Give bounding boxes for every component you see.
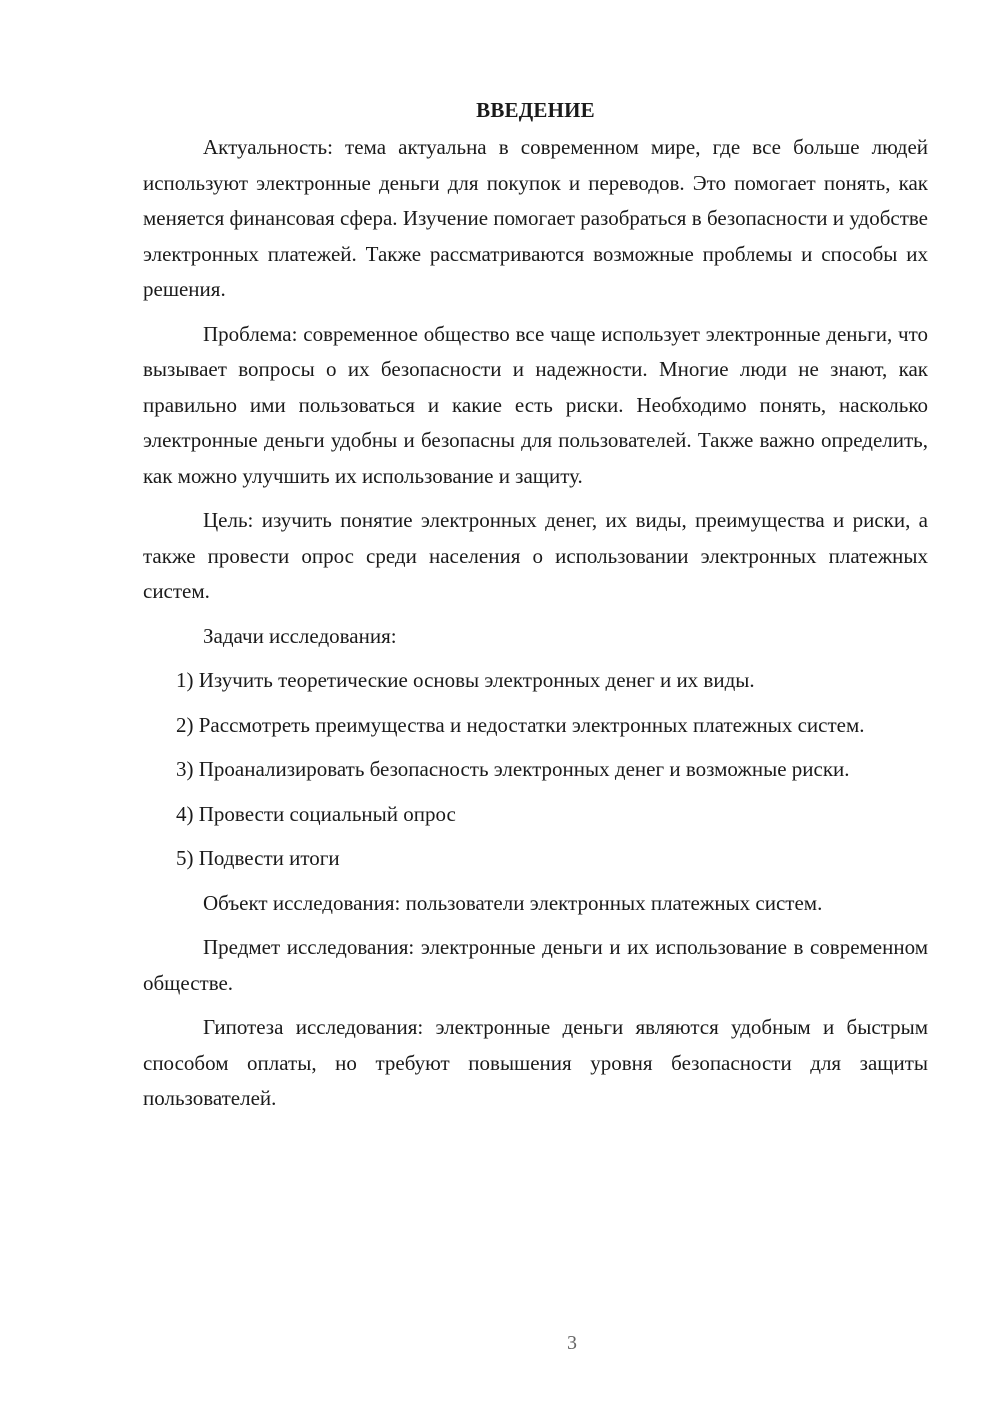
task-item-1: 1) Изучить теоретические основы электронных денег и их виды. xyxy=(176,668,755,692)
paragraph-goal: Цель: изучить понятие электронных денег, их виды, преимущества и риски, а также провести опрос среди населения о использовании электронных платежных систем. xyxy=(143,508,928,603)
task-item-2: 2) Рассмотреть преимущества и недостатки электронных платежных систем. xyxy=(176,712,865,737)
tasks-heading: Задачи исследования: xyxy=(203,623,397,648)
paragraph-subject: Предмет исследования: электронные деньги и их использование в современном обществе. xyxy=(143,935,928,995)
task-item-3: 3) Проанализировать безопасность электронных денег и возможные риски. xyxy=(176,757,850,781)
page-content xyxy=(143,95,928,1117)
paragraph-problem: Проблема: современное общество все чаще использует электронные деньги, что вызывает вопросы о их безопасности и надежности. Многие люди не знают, как правильно ими пользоваться и какие есть риски. Необходимо понять, насколько электронные деньги удобны и безопасны для пользователей. Также важно определить, как можно улучшить их использование и защиту. xyxy=(143,321,928,488)
paragraph-hypothesis: Гипотеза исследования: электронные деньги являются удобным и быстрым способом оплаты, но требуют повышения уровня безопасности для защиты пользователей. xyxy=(143,1015,928,1110)
page-number: 3 xyxy=(567,1332,577,1354)
paragraph-object: Объект исследования: пользователи электронных платежных систем. xyxy=(203,890,823,915)
paragraph-relevance: Актуальность: тема актуальна в современном мире, где все больше людей используют электронные деньги для покупок и переводов. Это помогает понять, как меняется финансовая сфера. Изучение помогает разобраться в безопасности и удобстве электронных платежей. Также рассматриваются возможные проблемы и способы их решения. xyxy=(143,135,928,301)
task-item-4: 4) Провести социальный опрос xyxy=(176,801,456,826)
section-title: ВВЕДЕНИЕ xyxy=(476,98,595,122)
task-item-5: 5) Подвести итоги xyxy=(176,846,340,870)
